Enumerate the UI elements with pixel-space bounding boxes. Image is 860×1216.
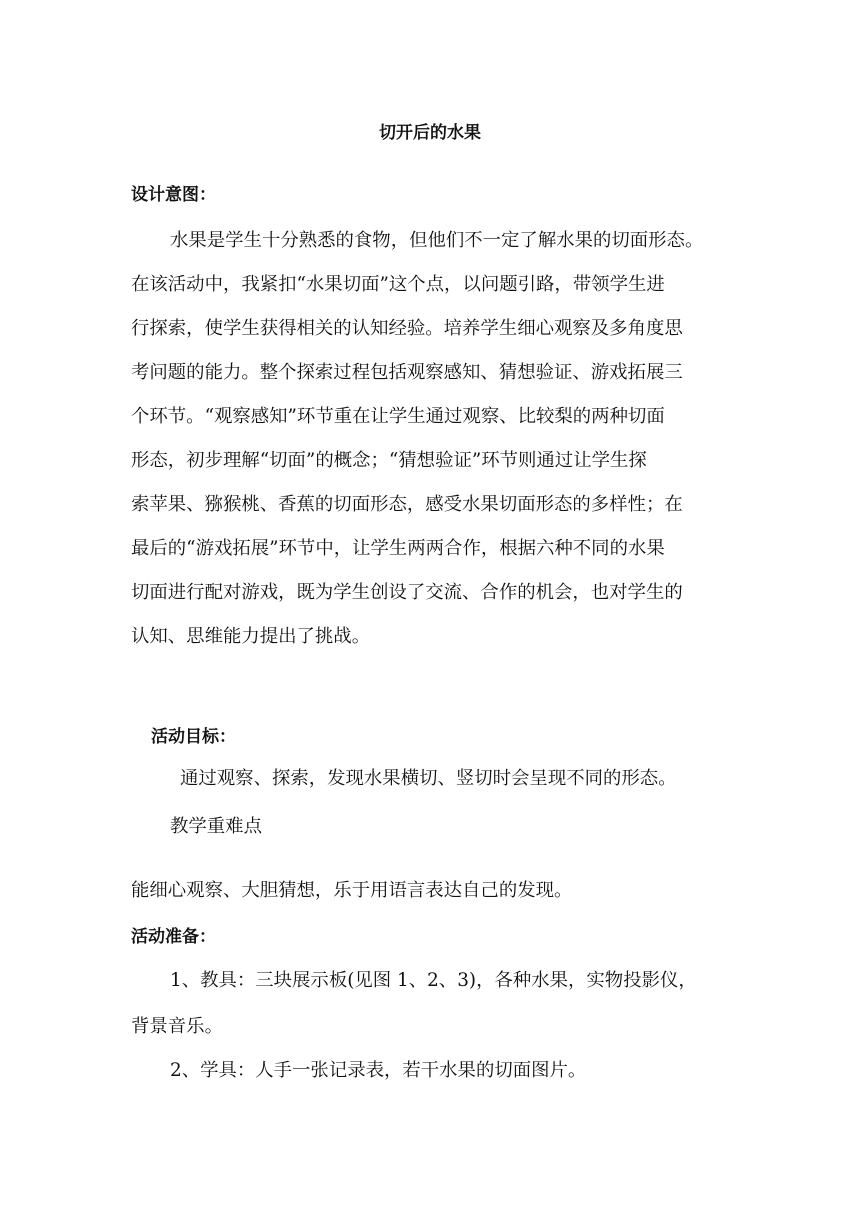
key-points-text: 能细心观察、大胆猜想，乐于用语言表达自己的发现。: [131, 880, 573, 901]
design-intent-line: 个环节。“观察感知”环节重在让学生通过观察、比较梨的两种切面: [131, 406, 665, 427]
design-intent-line: 形态，初步理解“切面”的概念；“猜想验证”环节则通过让学生探: [131, 450, 647, 471]
objectives-text: 通过观察、探索，发现水果横切、竖切时会呈现不同的形态。: [180, 768, 677, 789]
design-intent-line: 认知、思维能力提出了挑战。: [131, 626, 371, 647]
design-intent-line: 行探索，使学生获得相关的认知经验。培养学生细心观察及多角度思: [131, 318, 683, 339]
design-intent-line: 考问题的能力。整个探索过程包括观察感知、猜想验证、游戏拓展三: [131, 362, 683, 383]
design-intent-line: 水果是学生十分熟悉的食物，但他们不一定了解水果的切面形态。: [170, 230, 704, 251]
preparation-item-student-tools: 2、学具：人手一张记录表，若干水果的切面图片。: [170, 1060, 587, 1081]
design-intent-line: 索苹果、猕猴桃、香蕉的切面形态，感受水果切面形态的多样性；在: [131, 494, 683, 515]
design-intent-line: 最后的“游戏拓展”环节中，让学生两两合作，根据六种不同的水果: [131, 538, 665, 559]
design-intent-line: 在该活动中，我紧扣“水果切面”这个点，以问题引路，带领学生进: [131, 274, 665, 295]
preparation-item-teacher-tools: 1、教具：三块展示板(见图 1、2、3)，各种水果，实物投影仪，: [170, 970, 697, 991]
preparation-item-teacher-tools-cont: 背景音乐。: [131, 1016, 223, 1037]
design-intent-heading: 设计意图：: [131, 185, 216, 205]
objectives-heading: 活动目标：: [151, 727, 236, 747]
design-intent-line: 切面进行配对游戏，既为学生创设了交流、合作的机会，也对学生的: [131, 582, 683, 603]
key-points-heading: 教学重难点: [170, 816, 262, 837]
document-title: 切开后的水果: [379, 123, 481, 143]
preparation-heading: 活动准备：: [131, 927, 216, 947]
